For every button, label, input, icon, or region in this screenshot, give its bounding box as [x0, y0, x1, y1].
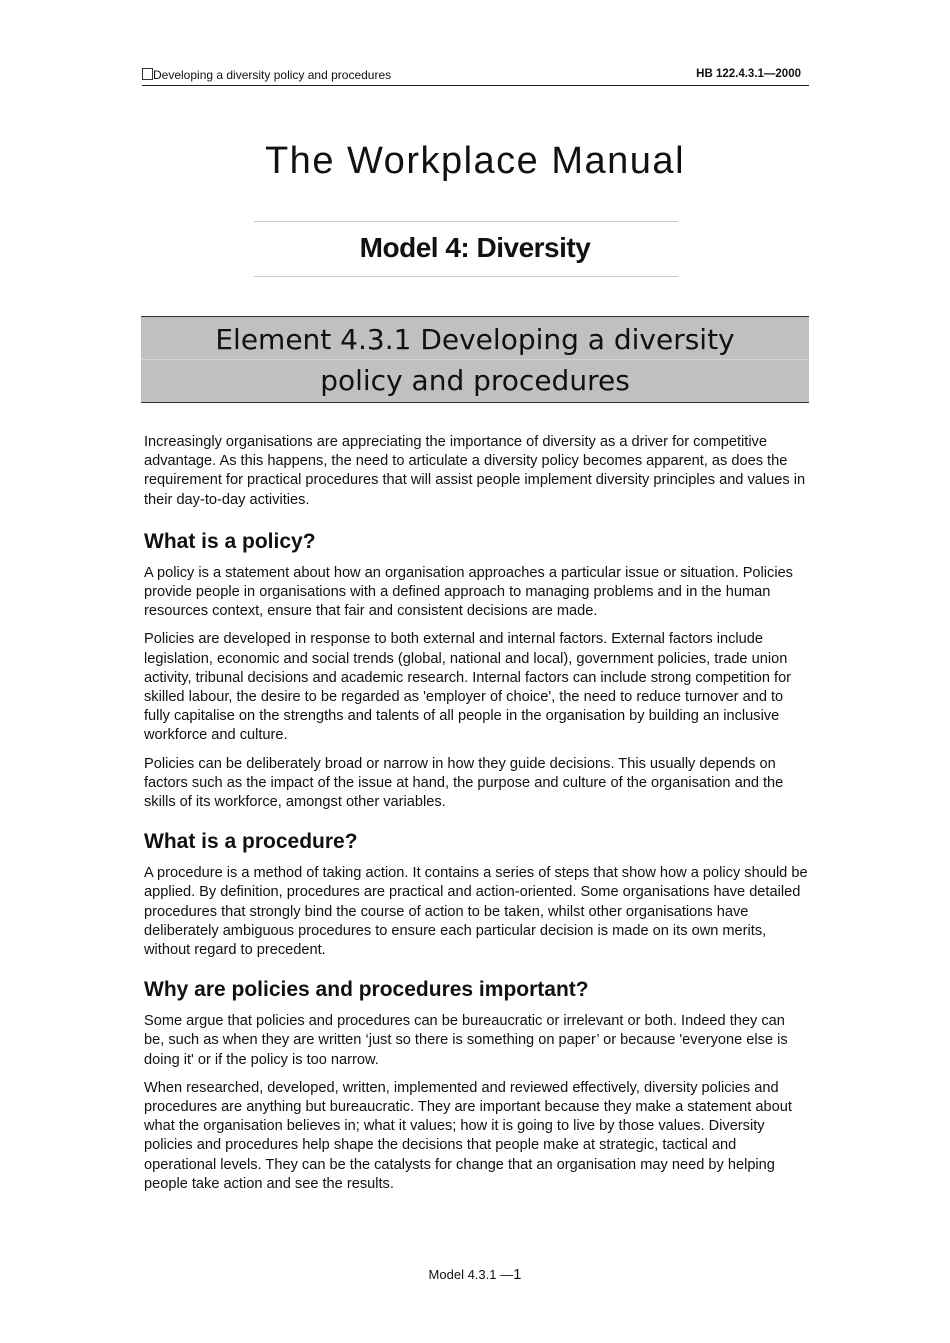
policy-paragraph-1: A policy is a statement about how an organisation approaches a particular issue or situation. Policies provide people in organisations with a defined approach to managing problems and in the human resources context, ensure that fair and consistent decisions are made.	[144, 564, 793, 620]
footer-label: Model 4.3.1 —	[428, 1267, 514, 1282]
page-number: 1	[513, 1266, 522, 1283]
model-title: Model 4: Diversity	[359, 232, 591, 263]
header-document-code: HB 122.4.3.1—2000	[696, 68, 801, 80]
section-heading-procedure: What is a procedure?	[144, 830, 358, 854]
checkbox-glyph-icon	[142, 68, 153, 80]
page-title: The Workplace Manual	[264, 140, 686, 182]
policy-paragraph-3: Policies can be deliberately broad or narrow in how they guide decisions. This usually depends on factors such as the impact of the issue at hand, the purpose and culture of the organisation and the skills of its workforce, amongst other variables.	[144, 755, 784, 811]
importance-paragraph-1: Some argue that policies and procedures can be bureaucratic or irrelevant or both. Indeed they can be, such as when they are written ‘just so there is something on paper’ or because 'everyone else is doing it' or if the policy is too narrow.	[144, 1013, 788, 1068]
running-header	[142, 67, 809, 86]
title-divider-bottom	[254, 276, 678, 277]
page-footer	[0, 1266, 950, 1283]
section-heading-importance: Why are policies and procedures important?	[144, 978, 589, 1002]
banner-divider	[141, 359, 809, 360]
element-heading-banner	[141, 316, 809, 403]
element-heading-line1: Element 4.3.1 Developing a diversity	[215, 323, 735, 356]
title-divider-top	[254, 221, 678, 222]
importance-paragraph-2: When researched, developed, written, implemented and reviewed effectively, diversity policies and procedures are anything but bureaucratic. They are important because they make a statement about what the organisation believes in; what it values; how it is going to live by those values. Diversity policies and procedures help shape the decisions that people make at strategic, tactical and operational levels. They can be the catalysts for change that an organisation may need by helping people take action and see the results.	[144, 1079, 792, 1192]
procedure-paragraph-1: A procedure is a method of taking action. It contains a series of steps that show how a policy should be applied. By definition, procedures are practical and action-oriented. Some organisations have detailed procedures that strongly bind the course of action to be taken, whilst other organisations have deliberately ambiguous procedures to ensure each particular decision is made on its own merits, without regard to precedent.	[144, 865, 808, 959]
body-content	[144, 433, 809, 1203]
policy-paragraph-2: Policies are developed in response to both external and internal factors. External factors include legislation, economic and social trends (global, national and local), government policies, trade union activity, tribunal decisions and academic research. Internal factors can include strong competition for skilled labour, the desire to be regarded as 'employer of choice', the need to reduce turnover and to fully capitalise on the strengths and talents of all people in the organisation by building an inclusive workforce and culture.	[144, 631, 792, 744]
header-left-text: Developing a diversity policy and procedures	[153, 68, 392, 82]
element-heading-line2: policy and procedures	[320, 364, 630, 397]
intro-paragraph: Increasingly organisations are appreciating the importance of diversity as a driver for competitive advantage. As this happens, the need to articulate a diversity policy becomes apparent, as does the requirement for practical procedures that will assist people implement diversity principles and values in their day-to-day activities.	[144, 434, 806, 508]
section-heading-policy: What is a policy?	[144, 529, 316, 553]
